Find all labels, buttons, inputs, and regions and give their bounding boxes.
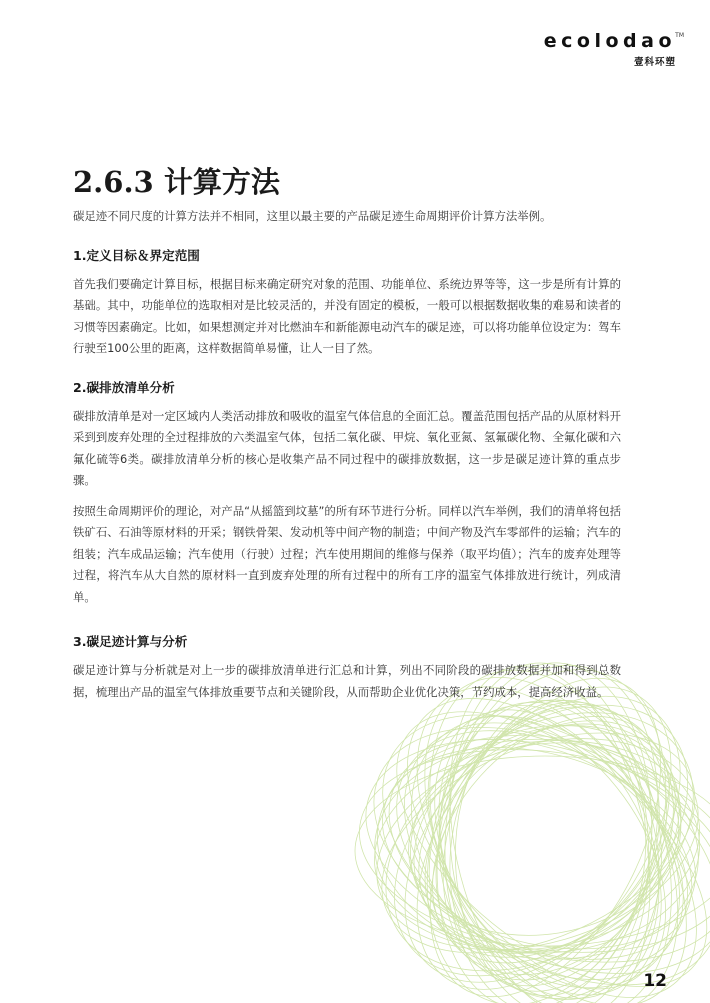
decorative-ring	[358, 663, 710, 1003]
decorative-ring	[354, 681, 710, 1003]
decorative-ring	[389, 671, 708, 1003]
decorative-ring	[352, 703, 710, 985]
decorative-ring	[346, 727, 710, 974]
decorative-ring	[427, 692, 673, 1003]
logo-wordmark: ecolodao	[543, 30, 676, 52]
decorative-ring	[379, 672, 710, 1003]
decorative-ring	[374, 738, 701, 955]
decorative-ring	[395, 724, 693, 954]
decorative-ring	[448, 695, 653, 1001]
decorative-ring	[391, 665, 710, 1003]
decorative-ring	[356, 696, 710, 1002]
decorative-ring	[437, 656, 660, 1003]
decorative-ring	[335, 659, 710, 1003]
decorative-ring	[407, 673, 695, 1003]
brand-logo	[543, 30, 684, 68]
decorative-ring	[360, 715, 710, 981]
section-2-paragraph-2: 按照生命周期评价的理论，对产品“从摇篮到坟墓”的所有环节进行分析。同样以汽车举例，我们的清单将包括铁矿石、石油等原材料的开采；钢铁骨架、发动机等中间产物的制造；中间产物及汽车零部件的运输；汽车的组装；汽车成品运输；汽车使用（行驶）过程；汽车使用期间的维修与保养（取平均值）；汽车的废弃处理等过程，将汽车从大自然的原材料一直到废弃处理的所有过程中的所有工序的温室气体排放进行统计，列成清单。	[73, 503, 621, 604]
section-3-paragraph-1: 碳足迹计算与分析就是对上一步的碳排放清单进行汇总和计算，列出不同阶段的碳排放数据并加和得到总数据，梳理出产品的温室气体排放重要节点和关键阶段，从而帮助企业优化决策，节约成本，提高经济收益。	[73, 663, 621, 699]
decorative-ring	[385, 671, 710, 1003]
section-2-paragraph-1: 碳排放清单是对一定区域内人类活动排放和吸收的温室气体信息的全面汇总。覆盖范围包括产品的从原材料开采到到废弃处理的全过程排放的六类温室气体，包括二氧化碳、甲烷、氧化亚氮、氢氟碳化物、全氟化碳和六氟化硫等6类。碳排放清单分析的核心是收集产品不同过程中的碳排放数据，这一步是碳足迹计算的重点步骤。	[73, 408, 621, 487]
decorative-ring	[364, 717, 710, 978]
decorative-ring	[426, 683, 676, 1003]
decorative-ring	[349, 659, 710, 1003]
decorative-ring	[348, 689, 710, 998]
decorative-ring	[343, 651, 710, 1003]
page-number: 12	[643, 971, 667, 991]
decorative-ring	[382, 693, 709, 985]
decorative-ring	[379, 660, 710, 1003]
decorative-ring	[339, 659, 710, 1003]
decorative-ring	[360, 719, 710, 971]
logo-trademark: TM	[675, 32, 684, 39]
decorative-ring	[376, 677, 710, 1001]
decorative-ring	[340, 701, 710, 1000]
section-heading-3: 3.碳足迹计算与分析	[73, 634, 188, 649]
decorative-ring	[435, 657, 663, 1003]
decorative-ring	[379, 672, 710, 1003]
section-heading-1: 1.定义目标＆界定范围	[73, 247, 200, 263]
page-title: 2.6.3 计算方法	[73, 165, 280, 199]
logo-chinese-name: 壹科环塑	[633, 57, 676, 68]
decorative-ring	[355, 670, 710, 1003]
section-heading-2: 2.碳排放清单分析	[73, 379, 175, 395]
section-1-paragraph-1: 首先我们要确定计算目标，根据目标来确定研究对象的范围、功能单位、系统边界等等，这一步是所有计算的基础。其中，功能单位的选取相对是比较灵活的，并没有固定的模板，一般可以根据数据收集的难易和读者的习惯等因素确定。比如，如果想测定并对比燃油车和新能源电动汽车的碳足迹，可以将功能单位设定为：驾车行驶至100公里的距离，这样数据简单易懂，让人一目了然。	[73, 276, 621, 355]
decorative-ring	[355, 756, 710, 946]
decorative-ring	[412, 681, 686, 1003]
main-content	[73, 206, 621, 703]
decorative-ring	[337, 678, 710, 1003]
decorative-ring	[377, 684, 710, 994]
decorative-ring	[399, 674, 698, 1003]
intro-paragraph: 碳足迹不同尺度的计算方法并不相同，这里以最主要的产品碳足迹生命周期评价计算方法举例。	[73, 209, 552, 223]
